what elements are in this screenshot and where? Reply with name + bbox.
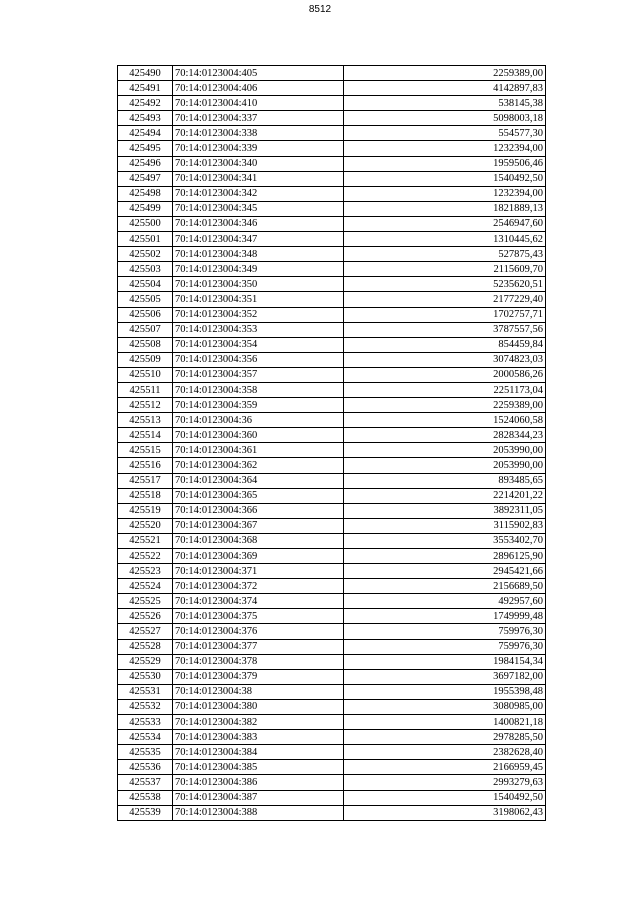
cadastral-number-cell: 70:14:0123004:366: [173, 503, 344, 518]
table-row: [118, 367, 546, 382]
row-index-cell: 425538: [118, 790, 173, 805]
cadastral-value-cell: 554577,30: [344, 126, 546, 141]
cadastral-number-cell: 70:14:0123004:38: [173, 684, 344, 699]
cadastral-value-cell: 1540492,50: [344, 790, 546, 805]
cadastral-number-cell: 70:14:0123004:349: [173, 262, 344, 277]
table-row: [118, 518, 546, 533]
row-index-cell: 425528: [118, 639, 173, 654]
table-row: [118, 352, 546, 367]
row-index-cell: 425527: [118, 624, 173, 639]
table-row: [118, 715, 546, 730]
table-row: [118, 579, 546, 594]
cadastral-value-cell: 527875,43: [344, 247, 546, 262]
table-row: [118, 292, 546, 307]
cadastral-value-cell: 1821889,13: [344, 201, 546, 216]
cadastral-value-cell: 2993279,63: [344, 775, 546, 790]
cadastral-number-cell: 70:14:0123004:360: [173, 428, 344, 443]
cadastral-number-cell: 70:14:0123004:337: [173, 111, 344, 126]
table-row: [118, 277, 546, 292]
row-index-cell: 425508: [118, 337, 173, 352]
cadastral-number-cell: 70:14:0123004:359: [173, 398, 344, 413]
cadastral-value-cell: 2896125,90: [344, 549, 546, 564]
row-index-cell: 425529: [118, 654, 173, 669]
row-index-cell: 425497: [118, 171, 173, 186]
row-index-cell: 425537: [118, 775, 173, 790]
row-index-cell: 425491: [118, 81, 173, 96]
cadastral-number-cell: 70:14:0123004:358: [173, 382, 344, 397]
cadastral-number-cell: 70:14:0123004:380: [173, 699, 344, 714]
table-row: [118, 503, 546, 518]
cadastral-number-cell: 70:14:0123004:375: [173, 609, 344, 624]
table-row: [118, 624, 546, 639]
cadastral-value-cell: 2177229,40: [344, 292, 546, 307]
cadastral-value-cell: 2000586,26: [344, 367, 546, 382]
cadastral-value-cell: 3892311,05: [344, 503, 546, 518]
row-index-cell: 425533: [118, 715, 173, 730]
cadastral-value-cell: 2382628,40: [344, 745, 546, 760]
table-row: [118, 805, 546, 820]
row-index-cell: 425539: [118, 805, 173, 820]
row-index-cell: 425525: [118, 594, 173, 609]
cadastral-number-cell: 70:14:0123004:385: [173, 760, 344, 775]
table-body: [118, 66, 546, 821]
cadastral-number-cell: 70:14:0123004:362: [173, 458, 344, 473]
table-row: [118, 126, 546, 141]
table-row: [118, 96, 546, 111]
table-row: [118, 247, 546, 262]
table-row: [118, 156, 546, 171]
row-index-cell: 425510: [118, 367, 173, 382]
table-row: [118, 609, 546, 624]
cadastral-value-cell: 2259389,00: [344, 398, 546, 413]
cadastral-number-cell: 70:14:0123004:36: [173, 413, 344, 428]
cadastral-value-cell: 2166959,45: [344, 760, 546, 775]
cadastral-value-cell: 2115609,70: [344, 262, 546, 277]
table-row: [118, 760, 546, 775]
cadastral-value-cell: 1749999,48: [344, 609, 546, 624]
row-index-cell: 425499: [118, 201, 173, 216]
row-index-cell: 425516: [118, 458, 173, 473]
cadastral-number-cell: 70:14:0123004:384: [173, 745, 344, 760]
row-index-cell: 425502: [118, 247, 173, 262]
cadastral-number-cell: 70:14:0123004:341: [173, 171, 344, 186]
cadastral-number-cell: 70:14:0123004:356: [173, 352, 344, 367]
table-row: [118, 775, 546, 790]
cadastral-number-cell: 70:14:0123004:406: [173, 81, 344, 96]
cadastral-number-cell: 70:14:0123004:377: [173, 639, 344, 654]
table-row: [118, 669, 546, 684]
row-index-cell: 425496: [118, 156, 173, 171]
cadastral-number-cell: 70:14:0123004:369: [173, 549, 344, 564]
row-index-cell: 425518: [118, 488, 173, 503]
row-index-cell: 425503: [118, 262, 173, 277]
cadastral-value-cell: 1524060,58: [344, 413, 546, 428]
row-index-cell: 425490: [118, 66, 173, 81]
cadastral-value-cell: 3787557,56: [344, 322, 546, 337]
cadastral-value-cell: 3553402,70: [344, 533, 546, 548]
cadastral-value-cell: 2156689,50: [344, 579, 546, 594]
row-index-cell: 425492: [118, 96, 173, 111]
row-index-cell: 425534: [118, 730, 173, 745]
cadastral-number-cell: 70:14:0123004:379: [173, 669, 344, 684]
cadastral-value-cell: 1232394,00: [344, 186, 546, 201]
table-row: [118, 488, 546, 503]
cadastral-number-cell: 70:14:0123004:338: [173, 126, 344, 141]
cadastral-value-cell: 3115902,83: [344, 518, 546, 533]
cadastral-value-cell: 2251173,04: [344, 382, 546, 397]
row-index-cell: 425505: [118, 292, 173, 307]
row-index-cell: 425515: [118, 443, 173, 458]
cadastral-number-cell: 70:14:0123004:376: [173, 624, 344, 639]
cadastral-number-cell: 70:14:0123004:340: [173, 156, 344, 171]
cadastral-value-cell: 2828344,23: [344, 428, 546, 443]
cadastral-number-cell: 70:14:0123004:410: [173, 96, 344, 111]
table-row: [118, 594, 546, 609]
cadastral-value-cell: 492957,60: [344, 594, 546, 609]
row-index-cell: 425536: [118, 760, 173, 775]
row-index-cell: 425514: [118, 428, 173, 443]
table-row: [118, 428, 546, 443]
cadastral-value-cell: 2546947,60: [344, 216, 546, 231]
cadastral-value-cell: 5098003,18: [344, 111, 546, 126]
table-row: [118, 141, 546, 156]
cadastral-number-cell: 70:14:0123004:339: [173, 141, 344, 156]
cadastral-value-cell: 854459,84: [344, 337, 546, 352]
cadastral-number-cell: 70:14:0123004:371: [173, 564, 344, 579]
cadastral-value-cell: 538145,38: [344, 96, 546, 111]
cadastral-number-cell: 70:14:0123004:345: [173, 201, 344, 216]
cadastral-number-cell: 70:14:0123004:364: [173, 473, 344, 488]
table-row: [118, 66, 546, 81]
cadastral-number-cell: 70:14:0123004:361: [173, 443, 344, 458]
cadastral-value-cell: 3198062,43: [344, 805, 546, 820]
table-row: [118, 216, 546, 231]
cadastral-value-cell: 1984154,34: [344, 654, 546, 669]
row-index-cell: 425517: [118, 473, 173, 488]
row-index-cell: 425535: [118, 745, 173, 760]
table-row: [118, 337, 546, 352]
table-row: [118, 201, 546, 216]
cadastral-value-cell: 1400821,18: [344, 715, 546, 730]
cadastral-value-cell: 3080985,00: [344, 699, 546, 714]
page-number: 8512: [308, 4, 332, 15]
row-index-cell: 425507: [118, 322, 173, 337]
cadastral-number-cell: 70:14:0123004:374: [173, 594, 344, 609]
table-row: [118, 382, 546, 397]
row-index-cell: 425524: [118, 579, 173, 594]
cadastral-number-cell: 70:14:0123004:348: [173, 247, 344, 262]
cadastral-value-cell: 2053990,00: [344, 443, 546, 458]
table-row: [118, 171, 546, 186]
row-index-cell: 425531: [118, 684, 173, 699]
cadastral-number-cell: 70:14:0123004:346: [173, 216, 344, 231]
row-index-cell: 425494: [118, 126, 173, 141]
table-row: [118, 81, 546, 96]
row-index-cell: 425495: [118, 141, 173, 156]
cadastral-number-cell: 70:14:0123004:350: [173, 277, 344, 292]
cadastral-number-cell: 70:14:0123004:365: [173, 488, 344, 503]
row-index-cell: 425504: [118, 277, 173, 292]
cadastral-value-table: [117, 65, 546, 821]
cadastral-value-cell: 4142897,83: [344, 81, 546, 96]
cadastral-number-cell: 70:14:0123004:353: [173, 322, 344, 337]
row-index-cell: 425501: [118, 232, 173, 247]
row-index-cell: 425512: [118, 398, 173, 413]
table-row: [118, 564, 546, 579]
row-index-cell: 425511: [118, 382, 173, 397]
row-index-cell: 425530: [118, 669, 173, 684]
cadastral-number-cell: 70:14:0123004:378: [173, 654, 344, 669]
row-index-cell: 425513: [118, 413, 173, 428]
row-index-cell: 425498: [118, 186, 173, 201]
table-row: [118, 413, 546, 428]
cadastral-number-cell: 70:14:0123004:357: [173, 367, 344, 382]
cadastral-number-cell: 70:14:0123004:342: [173, 186, 344, 201]
cadastral-value-cell: 2214201,22: [344, 488, 546, 503]
row-index-cell: 425506: [118, 307, 173, 322]
row-index-cell: 425493: [118, 111, 173, 126]
cadastral-value-cell: 893485,65: [344, 473, 546, 488]
row-index-cell: 425519: [118, 503, 173, 518]
row-index-cell: 425526: [118, 609, 173, 624]
cadastral-value-cell: 1310445,62: [344, 232, 546, 247]
cadastral-number-cell: 70:14:0123004:347: [173, 232, 344, 247]
cadastral-value-cell: 759976,30: [344, 639, 546, 654]
cadastral-value-cell: 3697182,00: [344, 669, 546, 684]
table-row: [118, 473, 546, 488]
cadastral-value-cell: 2259389,00: [344, 66, 546, 81]
table-row: [118, 232, 546, 247]
row-index-cell: 425500: [118, 216, 173, 231]
cadastral-number-cell: 70:14:0123004:368: [173, 533, 344, 548]
table-row: [118, 307, 546, 322]
cadastral-value-cell: 1959506,46: [344, 156, 546, 171]
table-row: [118, 322, 546, 337]
table-row: [118, 699, 546, 714]
row-index-cell: 425520: [118, 518, 173, 533]
row-index-cell: 425509: [118, 352, 173, 367]
table-row: [118, 262, 546, 277]
cadastral-number-cell: 70:14:0123004:388: [173, 805, 344, 820]
cadastral-number-cell: 70:14:0123004:367: [173, 518, 344, 533]
cadastral-number-cell: 70:14:0123004:372: [173, 579, 344, 594]
table-row: [118, 186, 546, 201]
cadastral-value-cell: 2978285,50: [344, 730, 546, 745]
table-row: [118, 654, 546, 669]
table-row: [118, 790, 546, 805]
row-index-cell: 425532: [118, 699, 173, 714]
table-row: [118, 443, 546, 458]
cadastral-value-cell: 1232394,00: [344, 141, 546, 156]
cadastral-value-cell: 2945421,66: [344, 564, 546, 579]
table-row: [118, 111, 546, 126]
cadastral-number-cell: 70:14:0123004:386: [173, 775, 344, 790]
table-row: [118, 533, 546, 548]
row-index-cell: 425523: [118, 564, 173, 579]
cadastral-value-cell: 1702757,71: [344, 307, 546, 322]
cadastral-number-cell: 70:14:0123004:352: [173, 307, 344, 322]
table-row: [118, 398, 546, 413]
cadastral-number-cell: 70:14:0123004:387: [173, 790, 344, 805]
table-row: [118, 745, 546, 760]
table-row: [118, 730, 546, 745]
cadastral-value-cell: 759976,30: [344, 624, 546, 639]
row-index-cell: 425522: [118, 549, 173, 564]
row-index-cell: 425521: [118, 533, 173, 548]
cadastral-number-cell: 70:14:0123004:354: [173, 337, 344, 352]
table-row: [118, 639, 546, 654]
table-row: [118, 549, 546, 564]
cadastral-value-cell: 1540492,50: [344, 171, 546, 186]
cadastral-value-cell: 3074823,03: [344, 352, 546, 367]
table-row: [118, 458, 546, 473]
cadastral-number-cell: 70:14:0123004:383: [173, 730, 344, 745]
cadastral-value-cell: 5235620,51: [344, 277, 546, 292]
cadastral-number-cell: 70:14:0123004:382: [173, 715, 344, 730]
cadastral-number-cell: 70:14:0123004:405: [173, 66, 344, 81]
cadastral-value-cell: 2053990,00: [344, 458, 546, 473]
cadastral-value-cell: 1955398,48: [344, 684, 546, 699]
cadastral-number-cell: 70:14:0123004:351: [173, 292, 344, 307]
table-row: [118, 684, 546, 699]
